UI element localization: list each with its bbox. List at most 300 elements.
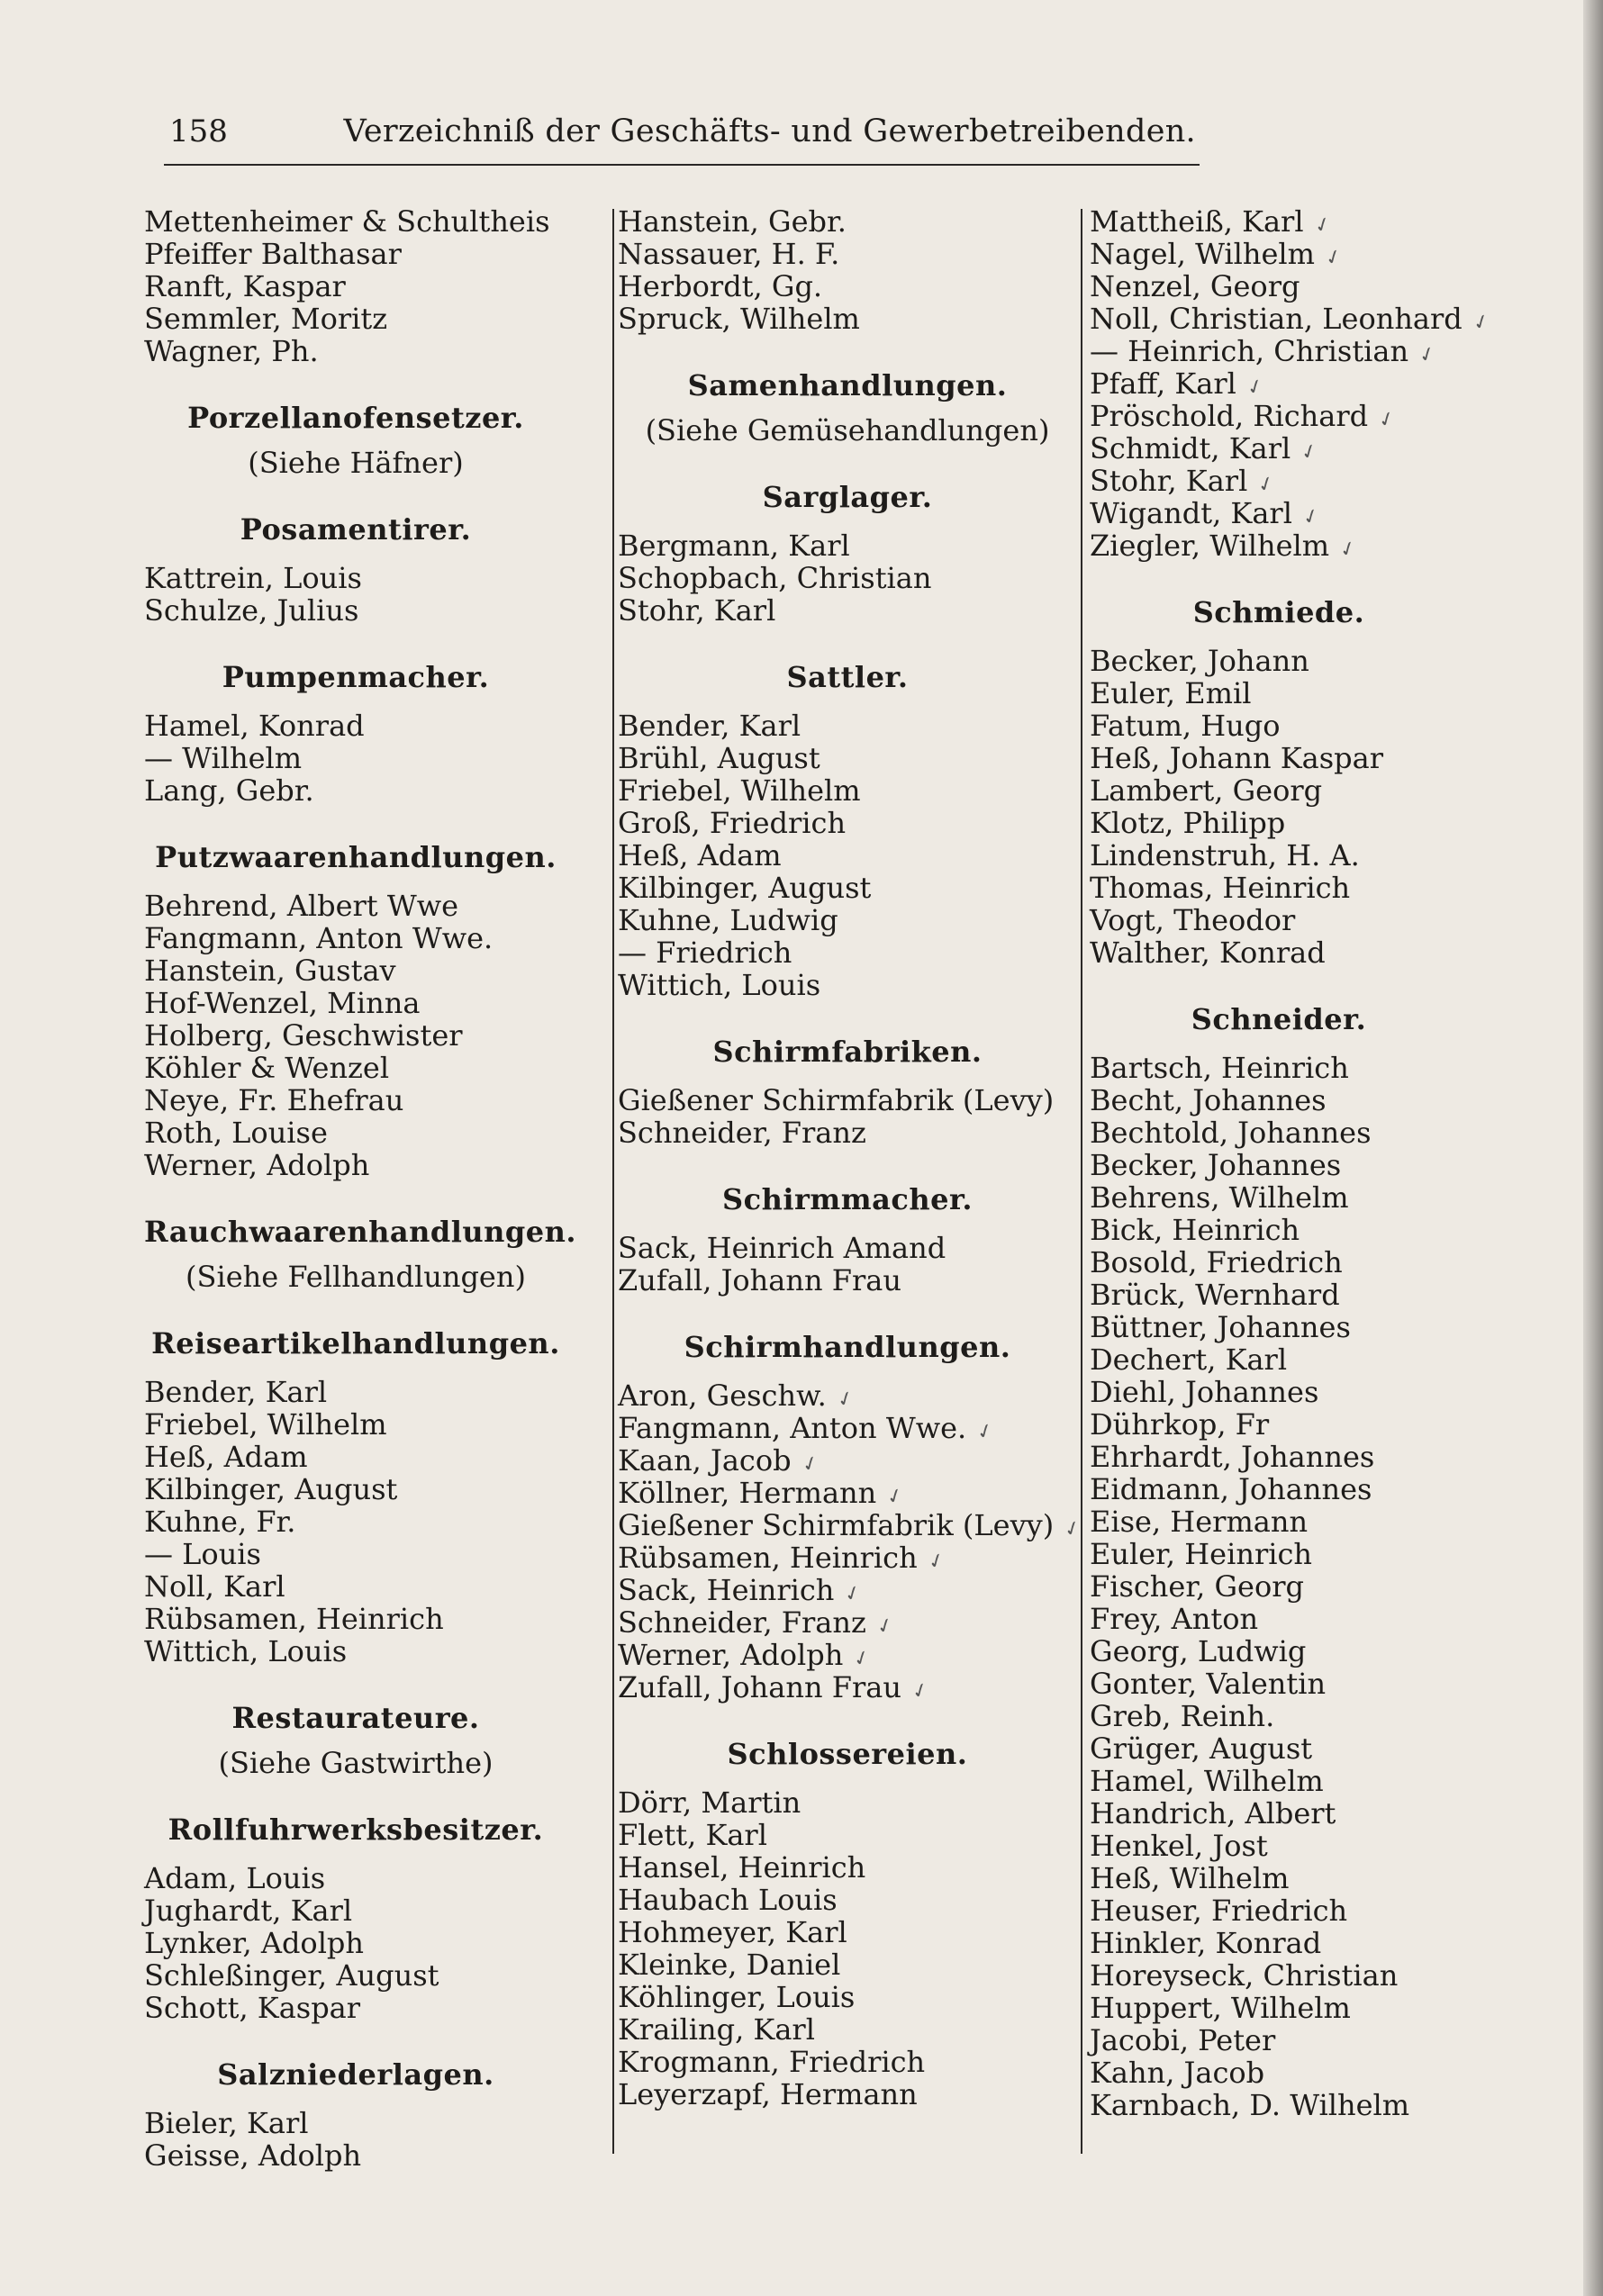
entry-name: Handrich, Albert (1090, 1796, 1336, 1830)
handwritten-tick-icon: ✓ (1061, 1515, 1085, 1543)
entry-name: Thomas, Heinrich (1090, 871, 1351, 905)
directory-section (144, 2058, 567, 2172)
handwritten-tick-icon: ✓ (850, 1645, 874, 1673)
directory-entry (1090, 432, 1468, 465)
handwritten-tick-icon: ✓ (974, 1418, 998, 1446)
entry-name: Brück, Wernhard (1090, 1278, 1340, 1312)
entry-name: Hanstein, Gustav (144, 954, 396, 988)
directory-entry (144, 1376, 567, 1408)
directory-entry (144, 205, 567, 238)
directory-entry (618, 1541, 1077, 1574)
directory-entry (1090, 1149, 1468, 1181)
directory-entry (618, 1232, 1077, 1264)
entry-name: Lambert, Georg (1090, 773, 1323, 808)
entry-name: Mattheiß, Karl (1090, 204, 1304, 239)
entry-name: Zufall, Johann Frau (618, 1670, 901, 1704)
handwritten-tick-icon: ✓ (1336, 536, 1361, 564)
directory-entry (1090, 1505, 1468, 1538)
entry-name: Karnbach, D. Wilhelm (1090, 2088, 1410, 2122)
entry-name: Holberg, Geschwister (144, 1018, 463, 1053)
handwritten-tick-icon: ✓ (1469, 309, 1493, 337)
entry-name: Bechtold, Johannes (1090, 1116, 1372, 1150)
entry-name: — Wilhelm (144, 741, 303, 775)
directory-entry (618, 742, 1077, 774)
cross-reference: (Siehe Fellhandlungen) (186, 1260, 526, 1294)
directory-section (144, 513, 567, 627)
directory-section (618, 1035, 1077, 1149)
entry-name: Schopbach, Christian (618, 561, 932, 595)
entry-name: Schulze, Julius (144, 593, 359, 628)
page-edge (1583, 0, 1603, 2296)
entry-name: Pfaff, Karl (1090, 366, 1236, 401)
entry-name: Fangmann, Anton Wwe. (144, 921, 494, 955)
entry-name: Krogmann, Friedrich (618, 2045, 926, 2079)
directory-entry (144, 1019, 567, 1052)
entry-name: Schneider, Franz (618, 1605, 866, 1640)
handwritten-tick-icon: ✓ (883, 1483, 908, 1511)
directory-entry (144, 238, 567, 270)
directory-entry (144, 1862, 567, 1894)
entry-name: Kilbinger, August (618, 871, 872, 905)
entry-name: Brühl, August (618, 741, 820, 775)
directory-entry (144, 335, 567, 367)
handwritten-tick-icon: ✓ (1300, 503, 1323, 531)
entry-name: Euler, Emil (1090, 676, 1252, 710)
directory-entry (144, 774, 567, 807)
directory-entry (1090, 529, 1468, 562)
directory-entry (618, 1948, 1077, 1981)
directory-entry (144, 2107, 567, 2139)
page-number: 158 (169, 113, 228, 149)
entry-name: Stohr, Karl (618, 593, 776, 628)
directory-section (1090, 1003, 1468, 2121)
entry-name: Adam, Louis (144, 1861, 326, 1895)
directory-entry (144, 1635, 567, 1668)
directory-entry (1090, 1862, 1468, 1894)
directory-entry (618, 936, 1077, 969)
entry-name: Wittich, Louis (144, 1634, 348, 1668)
entry-name: Bender, Karl (618, 709, 802, 743)
directory-entry (1090, 367, 1468, 400)
entry-name: Bosold, Friedrich (1090, 1245, 1343, 1279)
directory-entry (1090, 1668, 1468, 1700)
entry-name: Heß, Adam (144, 1440, 308, 1474)
directory-section (618, 1330, 1085, 1705)
directory-entry (144, 2139, 567, 2172)
entry-name: Werner, Adolph (144, 1148, 370, 1182)
directory-entry (144, 1116, 567, 1149)
entry-name: Kaan, Jacob (618, 1443, 792, 1478)
directory-section (1090, 204, 1493, 564)
cross-reference: (Siehe Gastwirthe) (218, 1746, 494, 1780)
entry-name: Stohr, Karl (1090, 464, 1248, 498)
entry-name: Schott, Kaspar (144, 1991, 361, 2025)
handwritten-tick-icon: ✓ (1244, 374, 1267, 402)
directory-section (618, 205, 1077, 335)
directory-entry (1090, 1992, 1468, 2024)
entry-name: Kattrein, Louis (144, 561, 362, 595)
directory-entry (1090, 497, 1468, 529)
directory-entry (618, 1379, 1077, 1412)
entry-name: Fischer, Georg (1090, 1569, 1304, 1604)
directory-entry (144, 1408, 567, 1441)
handwritten-tick-icon: ✓ (1416, 341, 1440, 369)
directory-entry (618, 238, 1077, 270)
directory-entry (618, 2078, 1077, 2111)
handwritten-tick-icon: ✓ (924, 1548, 948, 1576)
handwritten-tick-icon: ✓ (1322, 244, 1345, 272)
entry-name: Noll, Karl (144, 1569, 285, 1604)
directory-entry (1090, 2089, 1468, 2121)
section-heading: Schirmhandlungen. (684, 1330, 1011, 1364)
entry-name: Friebel, Wilhelm (618, 773, 861, 808)
directory-entry (1090, 238, 1468, 270)
directory-section (144, 1702, 567, 1779)
directory-entry (618, 807, 1077, 839)
directory-entry (618, 2046, 1077, 2078)
entry-name: Roth, Louise (144, 1116, 328, 1150)
directory-entry (1090, 1700, 1468, 1732)
entry-name: Köllner, Hermann (618, 1476, 877, 1510)
directory-entry (1090, 710, 1468, 742)
directory-entry (144, 1505, 567, 1538)
section-heading: Porzellanofensetzer. (187, 401, 524, 435)
directory-entry (144, 890, 567, 922)
directory-entry (618, 1884, 1077, 1916)
directory-section (618, 369, 1077, 447)
entry-name: Nassauer, H. F. (618, 237, 840, 271)
directory-entry (618, 1444, 1077, 1477)
entry-name: Haubach Louis (618, 1883, 838, 1917)
entry-name: Lindenstruh, H. A. (1090, 838, 1360, 872)
directory-entry (618, 1851, 1077, 1884)
directory-entry (1090, 302, 1493, 337)
directory-entry (1090, 400, 1468, 432)
entry-name: Neye, Fr. Ehefrau (144, 1083, 404, 1117)
directory-entry (144, 270, 567, 303)
directory-entry (144, 1927, 567, 1959)
directory-entry (1090, 335, 1468, 367)
entry-name: Hamel, Wilhelm (1090, 1764, 1324, 1798)
directory-entry (144, 1052, 567, 1084)
directory-entry (1090, 1246, 1468, 1279)
entry-name: Krailing, Karl (618, 2012, 815, 2047)
entry-name: Leyerzapf, Hermann (618, 2077, 918, 2111)
cross-reference: (Siehe Gemüsehandlungen) (645, 413, 1050, 447)
entry-name: Kahn, Jacob (1090, 2056, 1265, 2090)
entry-name: Fangmann, Anton Wwe. (618, 1411, 967, 1445)
column-divider (612, 209, 614, 2154)
directory-column-1 (144, 204, 577, 2173)
directory-section (144, 1813, 567, 2024)
section-heading: Schirmmacher. (722, 1182, 973, 1216)
directory-entry (1090, 839, 1468, 872)
handwritten-tick-icon: ✓ (1375, 406, 1399, 434)
directory-entry (618, 1639, 1077, 1671)
directory-entry (1090, 270, 1468, 303)
entry-name: Büttner, Johannes (1090, 1310, 1351, 1344)
entry-name: Huppert, Wilhelm (1090, 1991, 1351, 2025)
entry-name: Flett, Karl (618, 1818, 767, 1852)
entry-name: Pröschold, Richard (1090, 399, 1369, 433)
entry-name: Dörr, Martin (618, 1785, 802, 1820)
entry-name: — Friedrich (618, 936, 792, 970)
directory-section (144, 1327, 567, 1668)
entry-name: Becht, Johannes (1090, 1083, 1327, 1117)
directory-entry (1090, 1084, 1468, 1116)
directory-entry (144, 1603, 567, 1635)
directory-entry (618, 774, 1077, 807)
directory-entry (1090, 1376, 1468, 1408)
section-heading: Posamentirer. (240, 512, 472, 547)
entry-name: Grüger, August (1090, 1731, 1313, 1766)
directory-entry (618, 904, 1077, 936)
section-heading: Schirmfabriken. (712, 1035, 983, 1069)
directory-entry (1090, 1538, 1468, 1570)
directory-entry (144, 1149, 567, 1181)
directory-section (144, 402, 567, 479)
directory-entry (144, 742, 567, 774)
directory-section (618, 1183, 1077, 1297)
directory-entry (144, 1959, 567, 1992)
directory-entry (618, 270, 1077, 303)
entry-name: Kuhne, Ludwig (618, 903, 838, 937)
entry-name: Heß, Johann Kaspar (1090, 741, 1383, 775)
directory-entry (618, 2013, 1077, 2046)
entry-name: Köhlinger, Louis (618, 1980, 856, 2014)
entry-name: Semmler, Moritz (144, 302, 388, 336)
directory-entry (144, 1894, 567, 1927)
directory-entry (144, 954, 567, 987)
section-heading: Schmiede. (1192, 595, 1365, 629)
entry-name: Fatum, Hugo (1090, 709, 1281, 743)
directory-entry (1090, 1732, 1468, 1765)
section-heading: Schlossereien. (727, 1737, 968, 1771)
header-rule (164, 164, 1200, 166)
section-heading: Samenhandlungen. (687, 368, 1008, 402)
directory-entry (144, 1992, 567, 2024)
entry-name: Köhler & Wenzel (144, 1051, 390, 1085)
directory-entry (618, 1084, 1077, 1116)
entry-name: Dührkop, Fr (1090, 1407, 1270, 1442)
entry-name: Bieler, Karl (144, 2106, 309, 2140)
entry-name: Sack, Heinrich (618, 1573, 835, 1607)
directory-section (144, 661, 567, 807)
directory-entry (1090, 936, 1468, 969)
entry-name: Bergmann, Karl (618, 529, 850, 563)
entry-name: Hinkler, Konrad (1090, 1926, 1322, 1960)
entry-name: Mettenheimer & Schultheis (144, 204, 550, 239)
entry-name: Frey, Anton (1090, 1602, 1259, 1636)
section-heading: Restaurateure. (231, 1701, 480, 1735)
directory-entry (1090, 645, 1468, 677)
entry-name: Henkel, Jost (1090, 1829, 1268, 1863)
directory-entry (1090, 904, 1468, 936)
entry-name: Schleßinger, August (144, 1958, 439, 1993)
entry-name: Eise, Hermann (1090, 1505, 1309, 1539)
directory-entry (618, 1819, 1077, 1851)
directory-entry (1090, 1570, 1468, 1603)
directory-entry (1090, 1311, 1468, 1343)
directory-section (618, 481, 1077, 627)
directory-entry (1090, 1279, 1468, 1311)
entry-name: Friebel, Wilhelm (144, 1407, 387, 1442)
directory-entry (144, 1570, 567, 1603)
entry-name: Pfeiffer Balthasar (144, 237, 402, 271)
directory-column-3 (1090, 204, 1493, 2122)
directory-entry (618, 1786, 1077, 1819)
directory-entry (1090, 1765, 1468, 1797)
section-heading: Rollfuhrwerksbesitzer. (168, 1812, 544, 1847)
directory-entry (618, 1916, 1077, 1948)
section-heading: Sarglager. (762, 480, 933, 514)
directory-entry (1090, 1473, 1468, 1505)
directory-entry (1090, 465, 1468, 497)
section-heading: Schneider. (1191, 1002, 1367, 1036)
directory-entry (144, 922, 567, 954)
directory-entry (1090, 2024, 1468, 2056)
directory-entry (1090, 1116, 1468, 1149)
directory-entry (1090, 1408, 1468, 1441)
entry-name: Noll, Christian, Leonhard (1090, 302, 1463, 336)
directory-entry (1090, 677, 1468, 710)
handwritten-tick-icon: ✓ (1298, 438, 1322, 466)
directory-entry (144, 710, 567, 742)
directory-entry (618, 205, 1077, 238)
column-divider (1081, 209, 1082, 2154)
directory-entry (144, 594, 567, 627)
running-title: Verzeichniß der Geschäfts- und Gewerbetreibenden. (343, 113, 1196, 149)
entry-name: Schneider, Franz (618, 1116, 866, 1150)
entry-name: Lang, Gebr. (144, 773, 314, 808)
entry-name: Gonter, Valentin (1090, 1667, 1327, 1701)
entry-name: Vogt, Theodor (1090, 903, 1296, 937)
entry-name: Sack, Heinrich Amand (618, 1231, 946, 1265)
directory-entry (618, 1606, 1077, 1639)
directory-entry (1090, 1797, 1468, 1830)
entry-name: Heß, Wilhelm (1090, 1861, 1290, 1895)
directory-entry (618, 710, 1077, 742)
directory-entry (144, 562, 567, 594)
entry-name: Wagner, Ph. (144, 334, 319, 368)
entry-name: Rübsamen, Heinrich (618, 1541, 918, 1575)
directory-entry (1090, 205, 1468, 238)
section-heading: Reiseartikelhandlungen. (151, 1326, 560, 1360)
entry-name: Jacobi, Peter (1090, 2023, 1276, 2057)
directory-entry (1090, 1959, 1468, 1992)
entry-name: Aron, Geschw. (618, 1379, 827, 1413)
entry-name: Gießener Schirmfabrik (Levy) (618, 1083, 1055, 1117)
directory-section (144, 841, 567, 1181)
directory-entry (1090, 742, 1468, 774)
directory-entry (1090, 774, 1468, 807)
entry-name: Groß, Friedrich (618, 806, 847, 840)
directory-entry (1090, 1441, 1468, 1473)
handwritten-tick-icon: ✓ (1254, 471, 1279, 499)
entry-name: Lynker, Adolph (144, 1926, 365, 1960)
directory-column-2 (618, 204, 1085, 2111)
entry-name: Hohmeyer, Karl (618, 1915, 847, 1949)
directory-entry (618, 1116, 1077, 1149)
entry-name: Diehl, Johannes (1090, 1375, 1319, 1409)
entry-name: Becker, Johannes (1090, 1148, 1342, 1182)
entry-name: Hansel, Heinrich (618, 1850, 866, 1885)
directory-entry (618, 1477, 1077, 1509)
directory-entry (618, 1574, 1077, 1606)
entry-name: Becker, Johann (1090, 644, 1309, 678)
entry-name: Heuser, Friedrich (1090, 1894, 1348, 1928)
entry-name: Eidmann, Johannes (1090, 1472, 1372, 1506)
entry-name: Klotz, Philipp (1090, 806, 1286, 840)
entry-name: Nagel, Wilhelm (1090, 237, 1315, 271)
page-header (169, 106, 1196, 157)
directory-entry (1090, 1214, 1468, 1246)
entry-name: Behrens, Wilhelm (1090, 1180, 1349, 1215)
section-heading: Sattler. (786, 660, 909, 694)
entry-name: Bartsch, Heinrich (1090, 1051, 1349, 1085)
directory-entry (618, 562, 1077, 594)
entry-name: Ranft, Kaspar (144, 269, 346, 303)
handwritten-tick-icon: ✓ (873, 1613, 897, 1641)
directory-entry (1090, 1894, 1468, 1927)
directory-entry (618, 1981, 1077, 2013)
entry-name: Gießener Schirmfabrik (Levy) (618, 1508, 1055, 1542)
handwritten-tick-icon: ✓ (1310, 212, 1335, 240)
directory-entry (1090, 1181, 1468, 1214)
directory-entry (144, 1084, 567, 1116)
directory-entry (1090, 1343, 1468, 1376)
entry-name: Herbordt, Gg. (618, 269, 823, 303)
section-heading: Putzwaarenhandlungen. (155, 840, 557, 874)
directory-entry (1090, 807, 1468, 839)
directory-entry (1090, 1635, 1468, 1668)
entry-name: Hof-Wenzel, Minna (144, 986, 421, 1020)
entry-name: Kilbinger, August (144, 1472, 398, 1506)
entry-name: Zufall, Johann Frau (618, 1263, 901, 1297)
cross-reference: (Siehe Häfner) (248, 446, 464, 480)
entry-name: Georg, Ludwig (1090, 1634, 1307, 1668)
directory-entry (144, 303, 567, 335)
entry-name: Jughardt, Karl (144, 1894, 353, 1928)
entry-name: Ziegler, Wilhelm (1090, 529, 1330, 563)
entry-name: Behrend, Albert Wwe (144, 889, 459, 923)
entry-name: Nenzel, Georg (1090, 269, 1300, 303)
entry-name: Euler, Heinrich (1090, 1537, 1313, 1571)
entry-name: — Louis (144, 1537, 261, 1571)
section-heading: Salzniederlagen. (217, 2057, 494, 2092)
handwritten-tick-icon: ✓ (909, 1677, 932, 1705)
entry-name: Walther, Konrad (1090, 936, 1326, 970)
directory-section (1090, 596, 1468, 969)
entry-name: Spruck, Wilhelm (618, 302, 860, 336)
directory-entry (1090, 1927, 1468, 1959)
directory-entry (618, 969, 1077, 1001)
directory-entry (1090, 1603, 1468, 1635)
entry-name: — Heinrich, Christian (1090, 334, 1409, 368)
directory-entry (618, 303, 1077, 335)
entry-name: Bick, Heinrich (1090, 1213, 1300, 1247)
directory-entry (618, 1508, 1085, 1543)
entry-name: Rübsamen, Heinrich (144, 1602, 444, 1636)
entry-name: Dechert, Karl (1090, 1342, 1288, 1377)
directory-entry (144, 1441, 567, 1473)
directory-entry (1090, 1830, 1468, 1862)
directory-entry (618, 1264, 1077, 1297)
directory-entry (618, 594, 1077, 627)
handwritten-tick-icon: ✓ (833, 1386, 857, 1414)
handwritten-tick-icon: ✓ (841, 1580, 865, 1608)
section-heading: Pumpenmacher. (222, 660, 490, 694)
